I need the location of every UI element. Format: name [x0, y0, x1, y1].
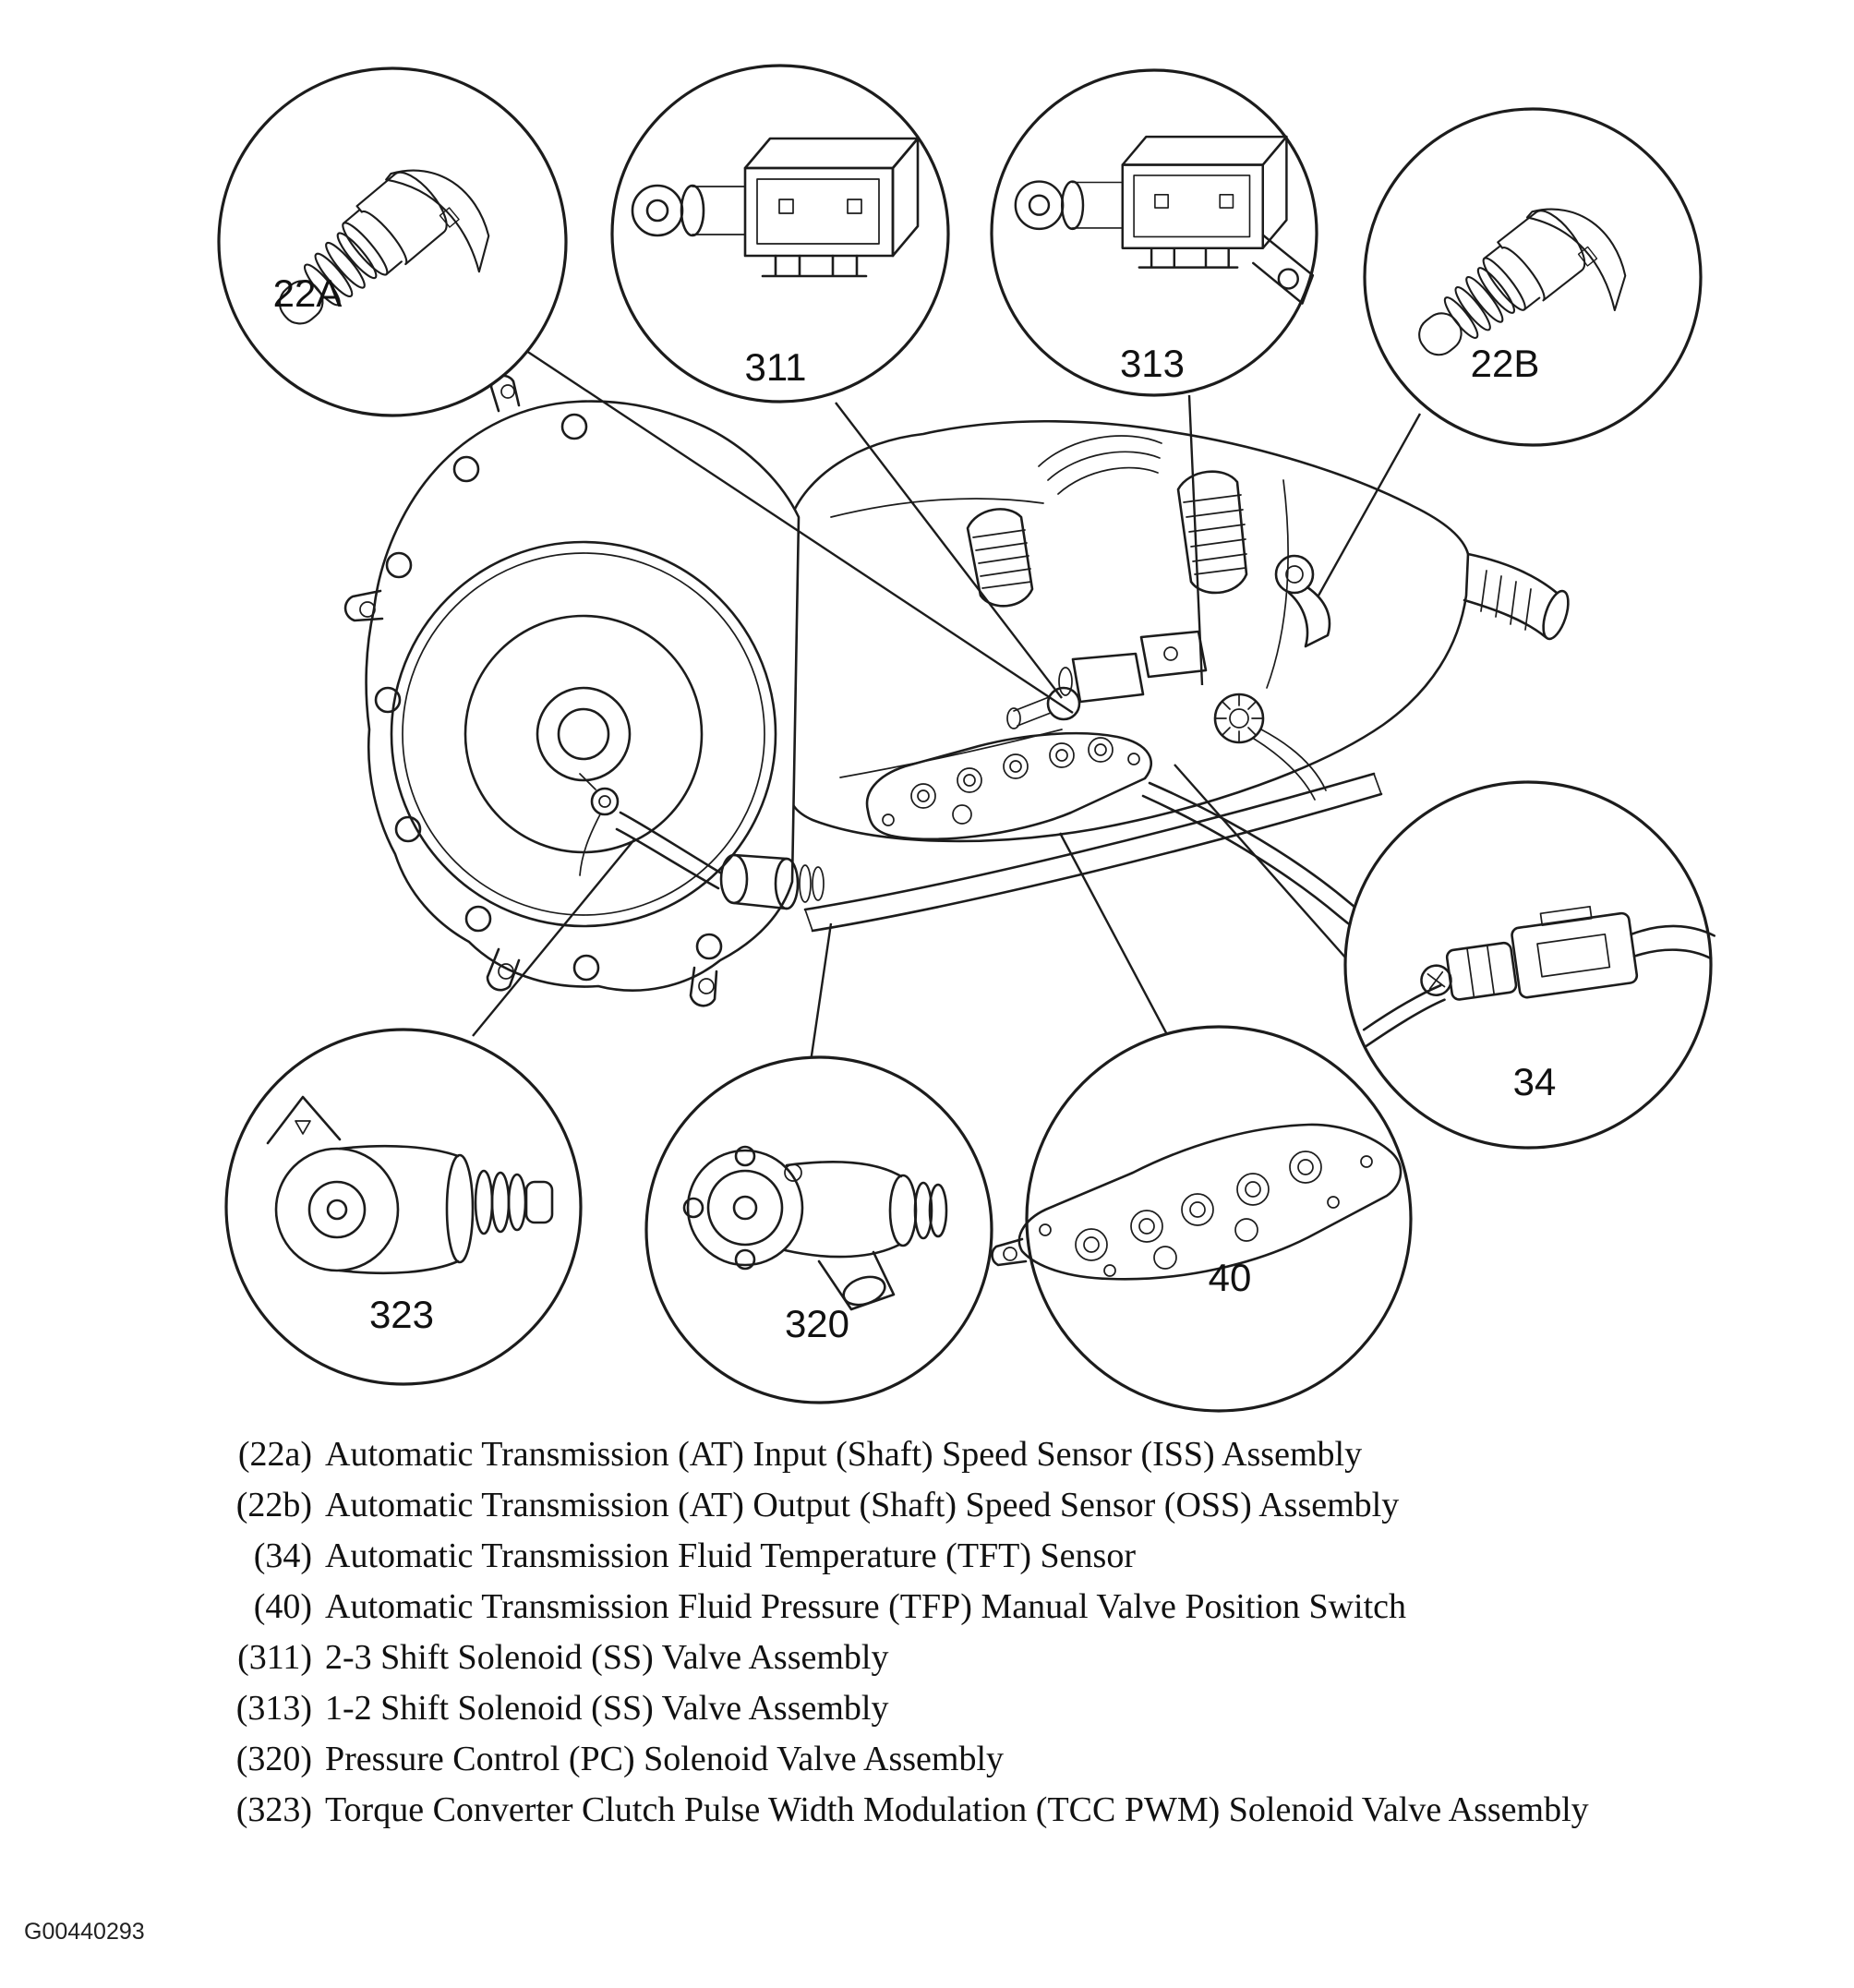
callout-40 — [993, 1027, 1411, 1411]
leader-320 — [811, 923, 831, 1062]
legend-text: Automatic Transmission Fluid Temperature (TFT) Sensor — [325, 1536, 1136, 1575]
legend-item-22b — [209, 1480, 1797, 1531]
legend-text: Automatic Transmission (AT) Input (Shaft) Speed Sensor (ISS) Assembly — [325, 1435, 1363, 1474]
legend-ref: (323) — [235, 1790, 312, 1829]
legend-text: 1-2 Shift Solenoid (SS) Valve Assembly — [325, 1689, 889, 1728]
legend-text: Torque Converter Clutch Pulse Width Modulation (TCC PWM) Solenoid Valve Assembly — [325, 1790, 1589, 1829]
callout-22b — [1365, 109, 1701, 445]
callout-22a — [219, 68, 566, 416]
legend-text: Automatic Transmission Fluid Pressure (TFP) Manual Valve Position Switch — [325, 1587, 1407, 1626]
callout-320 — [646, 1057, 992, 1403]
callout-label-311: 311 — [744, 345, 807, 389]
callout-label-323: 323 — [368, 1293, 435, 1336]
callout-label-320: 320 — [784, 1302, 850, 1345]
callout-323 — [226, 1030, 581, 1384]
bell-housing-gasket — [345, 376, 799, 1006]
legend-ref: (311) — [237, 1638, 312, 1677]
callout-label-40: 40 — [1208, 1256, 1252, 1299]
callout-313 — [992, 70, 1317, 395]
legend-ref: (22a) — [237, 1435, 312, 1474]
legend — [209, 1429, 1797, 1836]
leader-34 — [1174, 765, 1346, 958]
callout-311 — [612, 66, 948, 402]
legend-ref: (313) — [235, 1689, 312, 1728]
callout-label-22a: 22A — [272, 271, 343, 315]
legend-item-22a — [209, 1429, 1797, 1480]
callout-label-313: 313 — [1119, 342, 1186, 385]
callout-label-22b: 22B — [1470, 342, 1540, 385]
legend-ref: (22b) — [235, 1486, 312, 1524]
figure-code: G00440293 — [24, 1919, 145, 1945]
leader-40 — [1060, 833, 1171, 1042]
legend-text: Automatic Transmission (AT) Output (Shaft) Speed Sensor (OSS) Assembly — [325, 1486, 1400, 1524]
legend-text: Pressure Control (PC) Solenoid Valve Assembly — [325, 1740, 1005, 1778]
legend-ref: (320) — [235, 1740, 312, 1778]
callout-label-34: 34 — [1512, 1060, 1557, 1103]
callout-34 — [1345, 782, 1723, 1148]
legend-item-323 — [209, 1785, 1797, 1836]
legend-ref: (40) — [253, 1587, 312, 1626]
legend-item-320 — [209, 1734, 1797, 1785]
legend-item-34 — [209, 1531, 1797, 1582]
legend-text: 2-3 Shift Solenoid (SS) Valve Assembly — [325, 1638, 889, 1677]
legend-item-313 — [209, 1683, 1797, 1734]
legend-ref: (34) — [253, 1536, 312, 1575]
legend-item-311 — [209, 1633, 1797, 1683]
legend-item-40 — [209, 1582, 1797, 1633]
